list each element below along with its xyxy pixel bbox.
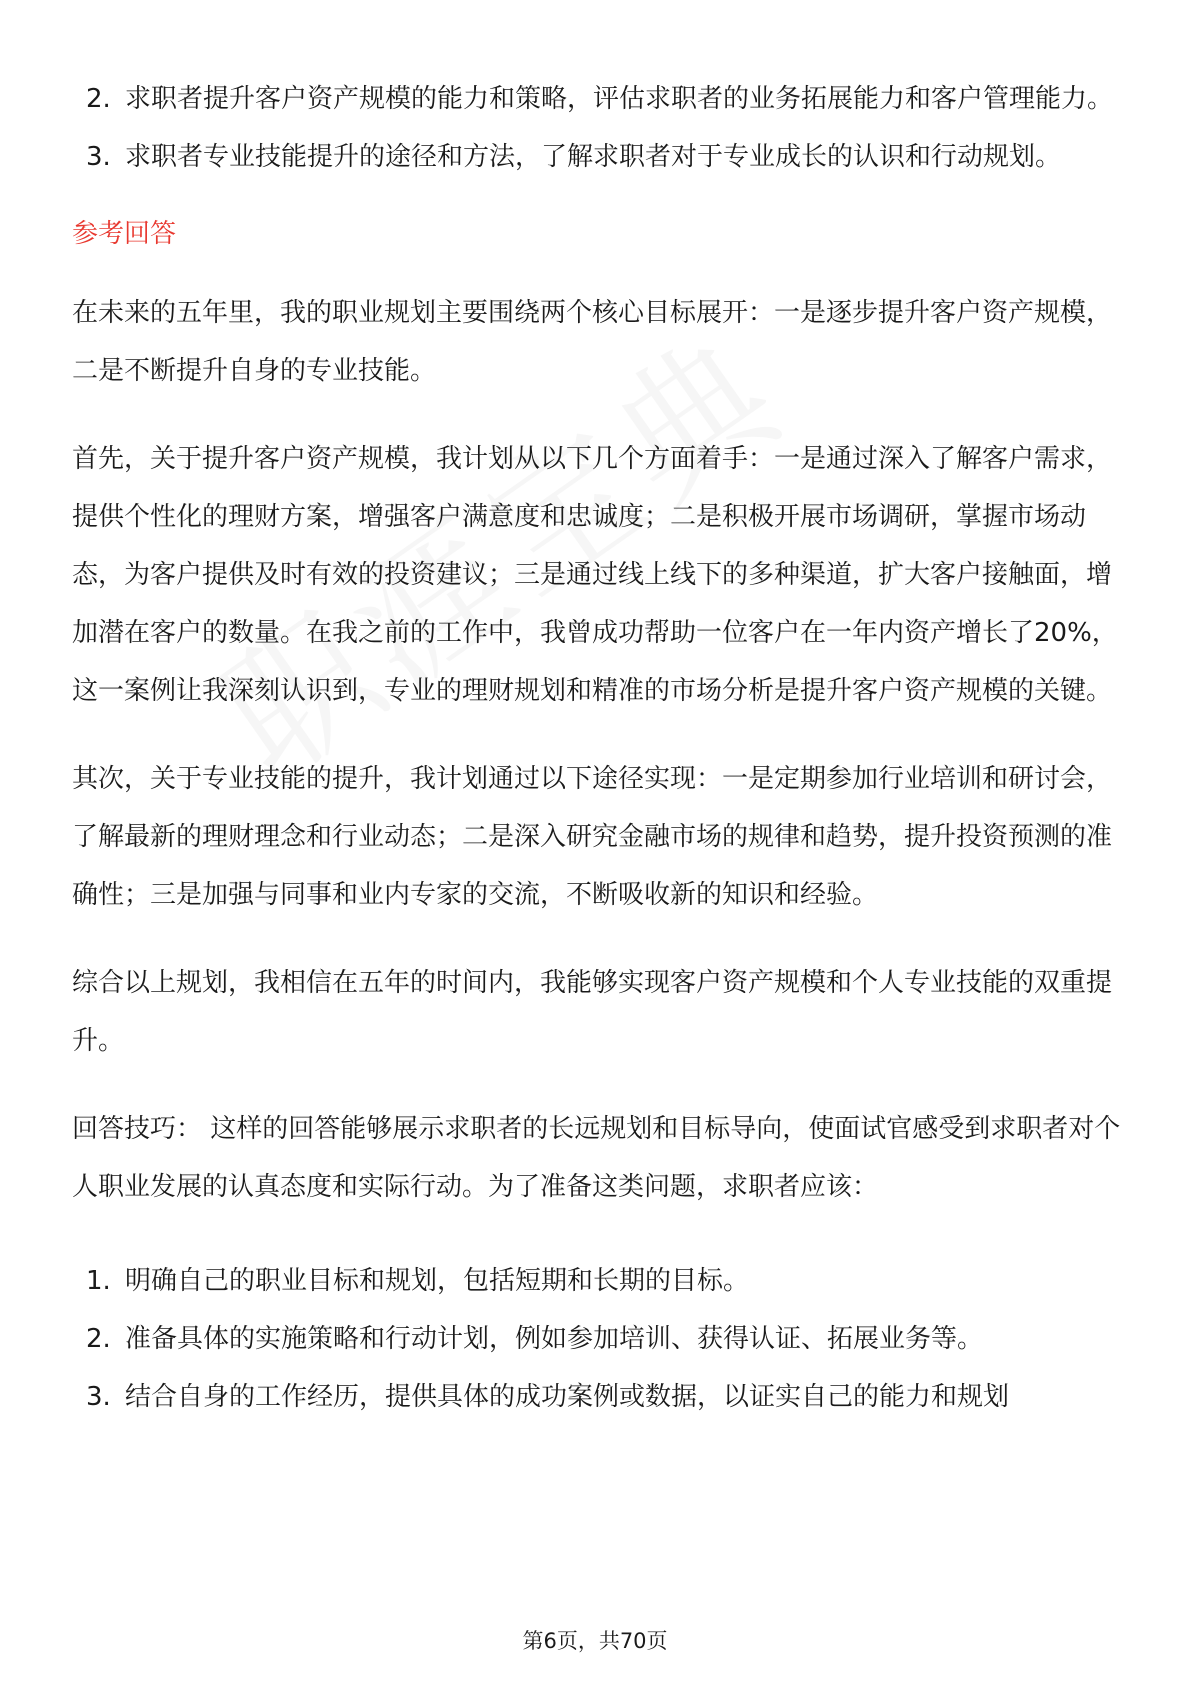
list-number: 3.	[86, 142, 111, 172]
paragraph: 综合以上规划，我相信在五年的时间内，我能够实现客户资产规模和个人专业技能的双重提升。	[72, 968, 1113, 1056]
tips-list	[72, 1252, 1122, 1426]
paragraph: 其次，关于专业技能的提升，我计划通过以下途径实现：一是定期参加行业培训和研讨会，了解最新的理财理念和行业动态；二是深入研究金融市场的规律和趋势，提升投资预测的准确性；三是加强与同事和业内专家的交流，不断吸收新的知识和经验。	[72, 764, 1113, 910]
page-footer: 第6页，共70页	[522, 1629, 668, 1653]
list-item	[72, 70, 1122, 128]
answer-tips: 回答技巧： 这样的回答能够展示求职者的长远规划和目标导向，使面试官感受到求职者对个人职业发展的认真态度和实际行动。为了准备这类问题，求职者应该：	[72, 1114, 1121, 1202]
list-text: 求职者提升客户资产规模的能力和策略，评估求职者的业务拓展能力和客户管理能力。	[125, 84, 1114, 114]
list-text: 求职者专业技能提升的途径和方法，了解求职者对于专业成长的认识和行动规划。	[125, 142, 1062, 172]
list-item	[72, 1310, 1122, 1368]
list-number: 1.	[86, 1266, 111, 1296]
list-number: 2.	[86, 84, 111, 114]
list-text: 明确自己的职业目标和规划，包括短期和长期的目标。	[125, 1266, 750, 1296]
paragraph: 首先，关于提升客户资产规模，我计划从以下几个方面着手：一是通过深入了解客户需求，提供个性化的理财方案，增强客户满意度和忠诚度；二是积极开展市场调研，掌握市场动态，为客户提供及时有效的投资建议；三是通过线上线下的多种渠道，扩大客户接触面，增加潜在客户的数量。在我之前的工作中，我曾成功帮助一位客户在一年内资产增长了20%，这一案例让我深刻认识到，专业的理财规划和精准的市场分析是提升客户资产规模的关键。	[72, 444, 1118, 706]
question-points-list	[72, 70, 1122, 186]
list-number: 3.	[86, 1382, 111, 1412]
list-text: 准备具体的实施策略和行动计划，例如参加培训、获得认证、拓展业务等。	[125, 1324, 984, 1354]
section-heading: 参考回答	[72, 219, 177, 249]
list-item	[72, 1252, 1122, 1310]
list-item	[72, 1368, 1122, 1426]
list-item	[72, 128, 1122, 186]
document-page	[72, 70, 1122, 1426]
list-text: 结合自身的工作经历，提供具体的成功案例或数据，以证实自己的能力和规划	[125, 1382, 1010, 1412]
list-number: 2.	[86, 1324, 111, 1354]
paragraph: 在未来的五年里，我的职业规划主要围绕两个核心目标展开：一是逐步提升客户资产规模，二是不断提升自身的专业技能。	[72, 298, 1113, 386]
